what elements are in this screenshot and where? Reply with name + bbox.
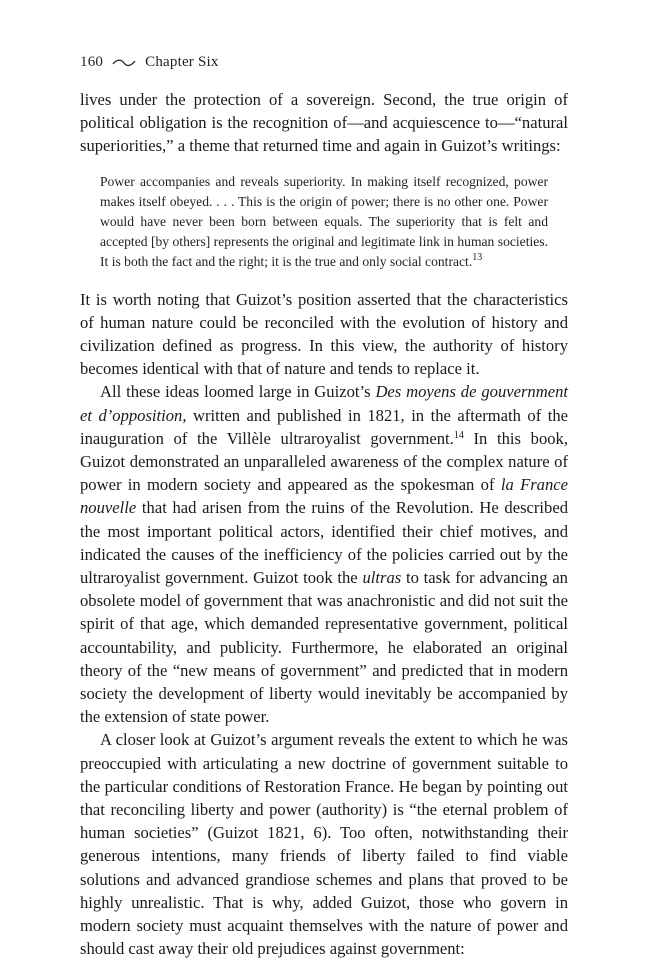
book-title: Des moyens de gouvernment et d’opposition, xyxy=(80,382,568,425)
footnote-ref: 13 xyxy=(472,251,483,263)
footnote-ref: 14 xyxy=(453,429,464,441)
paragraph: It is worth noting that Guizot’s position asserted that the characteristics of human nature could be reconciled with the evolution of history and civilization defined as progress. In this view, the authority of history becomes identical with that of nature and tends to replace it. xyxy=(80,289,568,379)
paragraph-continued: lives under the protection of a sovereign. Second, the true origin of political obligation is the recognition of—and acquiescence to—“natural superiorities,” a theme that returned time and again in Guizot’s writings: xyxy=(80,90,568,156)
text-run: All these ideas loomed large in Guizot’s xyxy=(100,382,376,402)
paragraph: A closer look at Guizot’s argument reveals the extent to which he was preoccupied with articulating a new doctrine of government suitable to the particular conditions of Restoration France. He began by pointing out that reconciling liberty and power (authority) is “the eternal problem of human societies” (Guizot 1821, 6). Too often, notwithstanding their generous intentions, many friends of liberty failed to find viable solutions and advanced grandiose schemes and plans that proved to be highly unrealistic. That is why, added Guizot, those who govern in modern society must acquaint themselves with the nature of power and should cast away their old prejudices against government: xyxy=(80,730,568,959)
block-quote xyxy=(100,172,548,272)
italic-phrase: la France nouvelle xyxy=(80,475,568,518)
italic-term: ultras xyxy=(362,568,402,588)
page-number: 160 xyxy=(80,54,104,70)
paragraph xyxy=(80,380,568,728)
text-run: that had arisen from the ruins of the Revolution. He described the most important political actors, identified their chief motives, and indicated the causes of the inefficiency of the policies carried out by the ultraroyalist government. Guizot took the xyxy=(80,498,568,588)
running-head xyxy=(80,54,219,71)
swash-ornament-icon xyxy=(112,58,136,68)
text-run: In this book, Guizot demonstrated an unparalleled awareness of the complex nature of power in modern society and appeared as the spokesman of xyxy=(80,428,568,495)
text-run: to task for advancing an obsolete model of government that was anachronistic and did not suit the spirit of that age, which demanded representative government, political accountability, and publicity. Furthermore, he elaborated an original theory of the “new means of government” and predicted that in modern society the development of liberty would inevitably be accompanied by the extension of state power. xyxy=(80,568,568,727)
text-run: written and published in 1821, in the aftermath of the inauguration of the Villèle ultraroyalist government. xyxy=(80,405,569,448)
block-quote-text: Power accompanies and reveals superiority. In making itself recognized, power makes itself obeyed. . . . This is the origin of power; there is no other one. Power would have never been born between equals. The superiority that is felt and accepted [by others] represents the original and legitimate link in human societies. It is both the fact and the right; it is the true and only social contract. xyxy=(100,173,548,269)
body-text xyxy=(80,88,568,961)
chapter-title: Chapter Six xyxy=(145,54,219,70)
